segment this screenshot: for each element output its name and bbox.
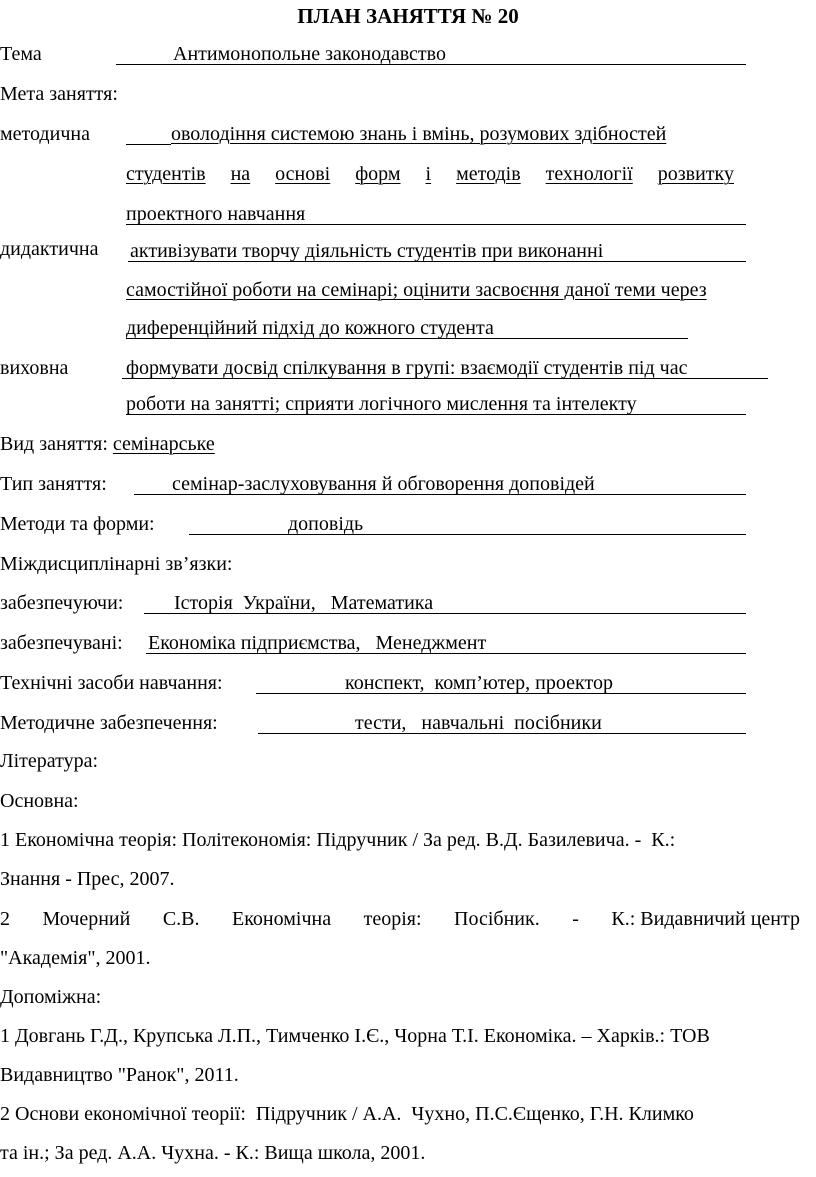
lesson-kind-label: Вид заняття: (0, 433, 108, 455)
methodical-line-1: оволодіння системою знань і вмінь, розумових здібностей (171, 123, 667, 145)
provided-value: Економіка підприємства, Менеджмент (148, 632, 487, 654)
extra-ref-2-line-1: 2 Основи економічної теорії: Підручник / А.А. Чухно, П.С.Єщенко, Г.Н. Климко (0, 1103, 694, 1125)
methodical-label: методична (0, 123, 90, 145)
provided-label: забезпечувані: (0, 632, 123, 654)
didactic-line-1: активізувати творчу діяльність студентів при виконанні (130, 240, 604, 262)
providing-value: Історія України, Математика (174, 592, 434, 614)
lesson-type-label: Тип заняття: (0, 473, 107, 495)
word: Мочерний (42, 908, 131, 930)
extra-ref-1-line-1: 1 Довгань Г.Д., Крупська Л.П., Тимченко І.Є., Чорна Т.І. Економіка. – Харків.: ТОВ (0, 1025, 710, 1047)
extra-literature-label: Допоміжна: (0, 986, 102, 1008)
main-ref-1-line-2: Знання - Прес, 2007. (0, 868, 175, 890)
methods-value: доповідь (288, 513, 364, 535)
main-ref-2-line-2: "Академія", 2001. (0, 947, 151, 969)
page-title: ПЛАН ЗАНЯТТЯ № 20 (297, 4, 519, 28)
methods-underline (189, 534, 746, 535)
word: студентів (126, 163, 206, 185)
word: і (425, 163, 432, 185)
word: С.В. (162, 908, 200, 930)
didactic-line-2: самостійної роботи на семінарі; оцінити засвоєння даної теми через (126, 279, 707, 301)
educational-line-1: формувати досвід спілкування в групі: взаємодії студентів під час (126, 357, 688, 379)
word: технології (545, 163, 633, 185)
word: - (572, 908, 579, 930)
educational-line-2: роботи на занятті; сприяти логічного мислення та інтелекту (126, 393, 637, 415)
literature-label: Література: (0, 750, 99, 772)
word: форм (355, 163, 401, 185)
method-support-value: тести, навчальні посібники (355, 712, 602, 734)
main-ref-1-line-1: 1 Економічна теорія: Політекономія: Підручник / За ред. В.Д. Базилевича. - К.: (0, 829, 676, 851)
extra-ref-1-line-2: Видавництво "Ранок", 2011. (0, 1064, 239, 1086)
word: 2 (0, 908, 10, 930)
main-literature-label: Основна: (0, 790, 79, 812)
tech-means-value: конспект, комп’ютер, проектор (345, 672, 613, 694)
method-support-label: Методичне забезпечення: (0, 712, 218, 734)
didactic-label: дидактична (0, 238, 99, 260)
word: методів (456, 163, 521, 185)
methods-label: Методи та форми: (0, 513, 155, 535)
main-ref-2-line-1 (0, 906, 800, 932)
word: Економічна (232, 908, 332, 930)
word: К.: Видавничий центр (611, 908, 800, 930)
topic-label: Тема (0, 43, 42, 65)
didactic-line-3: диференційний підхід до кожного студента (126, 317, 494, 339)
lesson-type-value: семінар-заслуховування й обговорення доповідей (172, 473, 595, 495)
word: теорія: (363, 908, 422, 930)
goal-label: Мета заняття: (0, 83, 118, 105)
methodical-line-2 (126, 161, 734, 187)
methodical-underline-lead (126, 144, 171, 145)
educational-label: виховна (0, 357, 69, 379)
lesson-kind-value: семінарське (112, 433, 215, 455)
extra-ref-2-line-2: та ін.; За ред. А.А. Чухна. - К.: Вища школа, 2001. (0, 1142, 426, 1164)
providing-label: забезпечуючи: (0, 592, 124, 614)
word: Посібник. (454, 908, 540, 930)
topic-value: Антимонопольне законодавство (173, 43, 446, 65)
methodical-line-3: проектного навчання (126, 203, 306, 225)
tech-means-label: Технічні засоби навчання: (0, 672, 223, 694)
word: на (230, 163, 251, 185)
interdisciplinary-label: Міждисциплінарні зв’язки: (0, 553, 233, 575)
word: основі (275, 163, 331, 185)
lesson-kind-row (0, 431, 215, 457)
word: розвитку (657, 163, 734, 185)
